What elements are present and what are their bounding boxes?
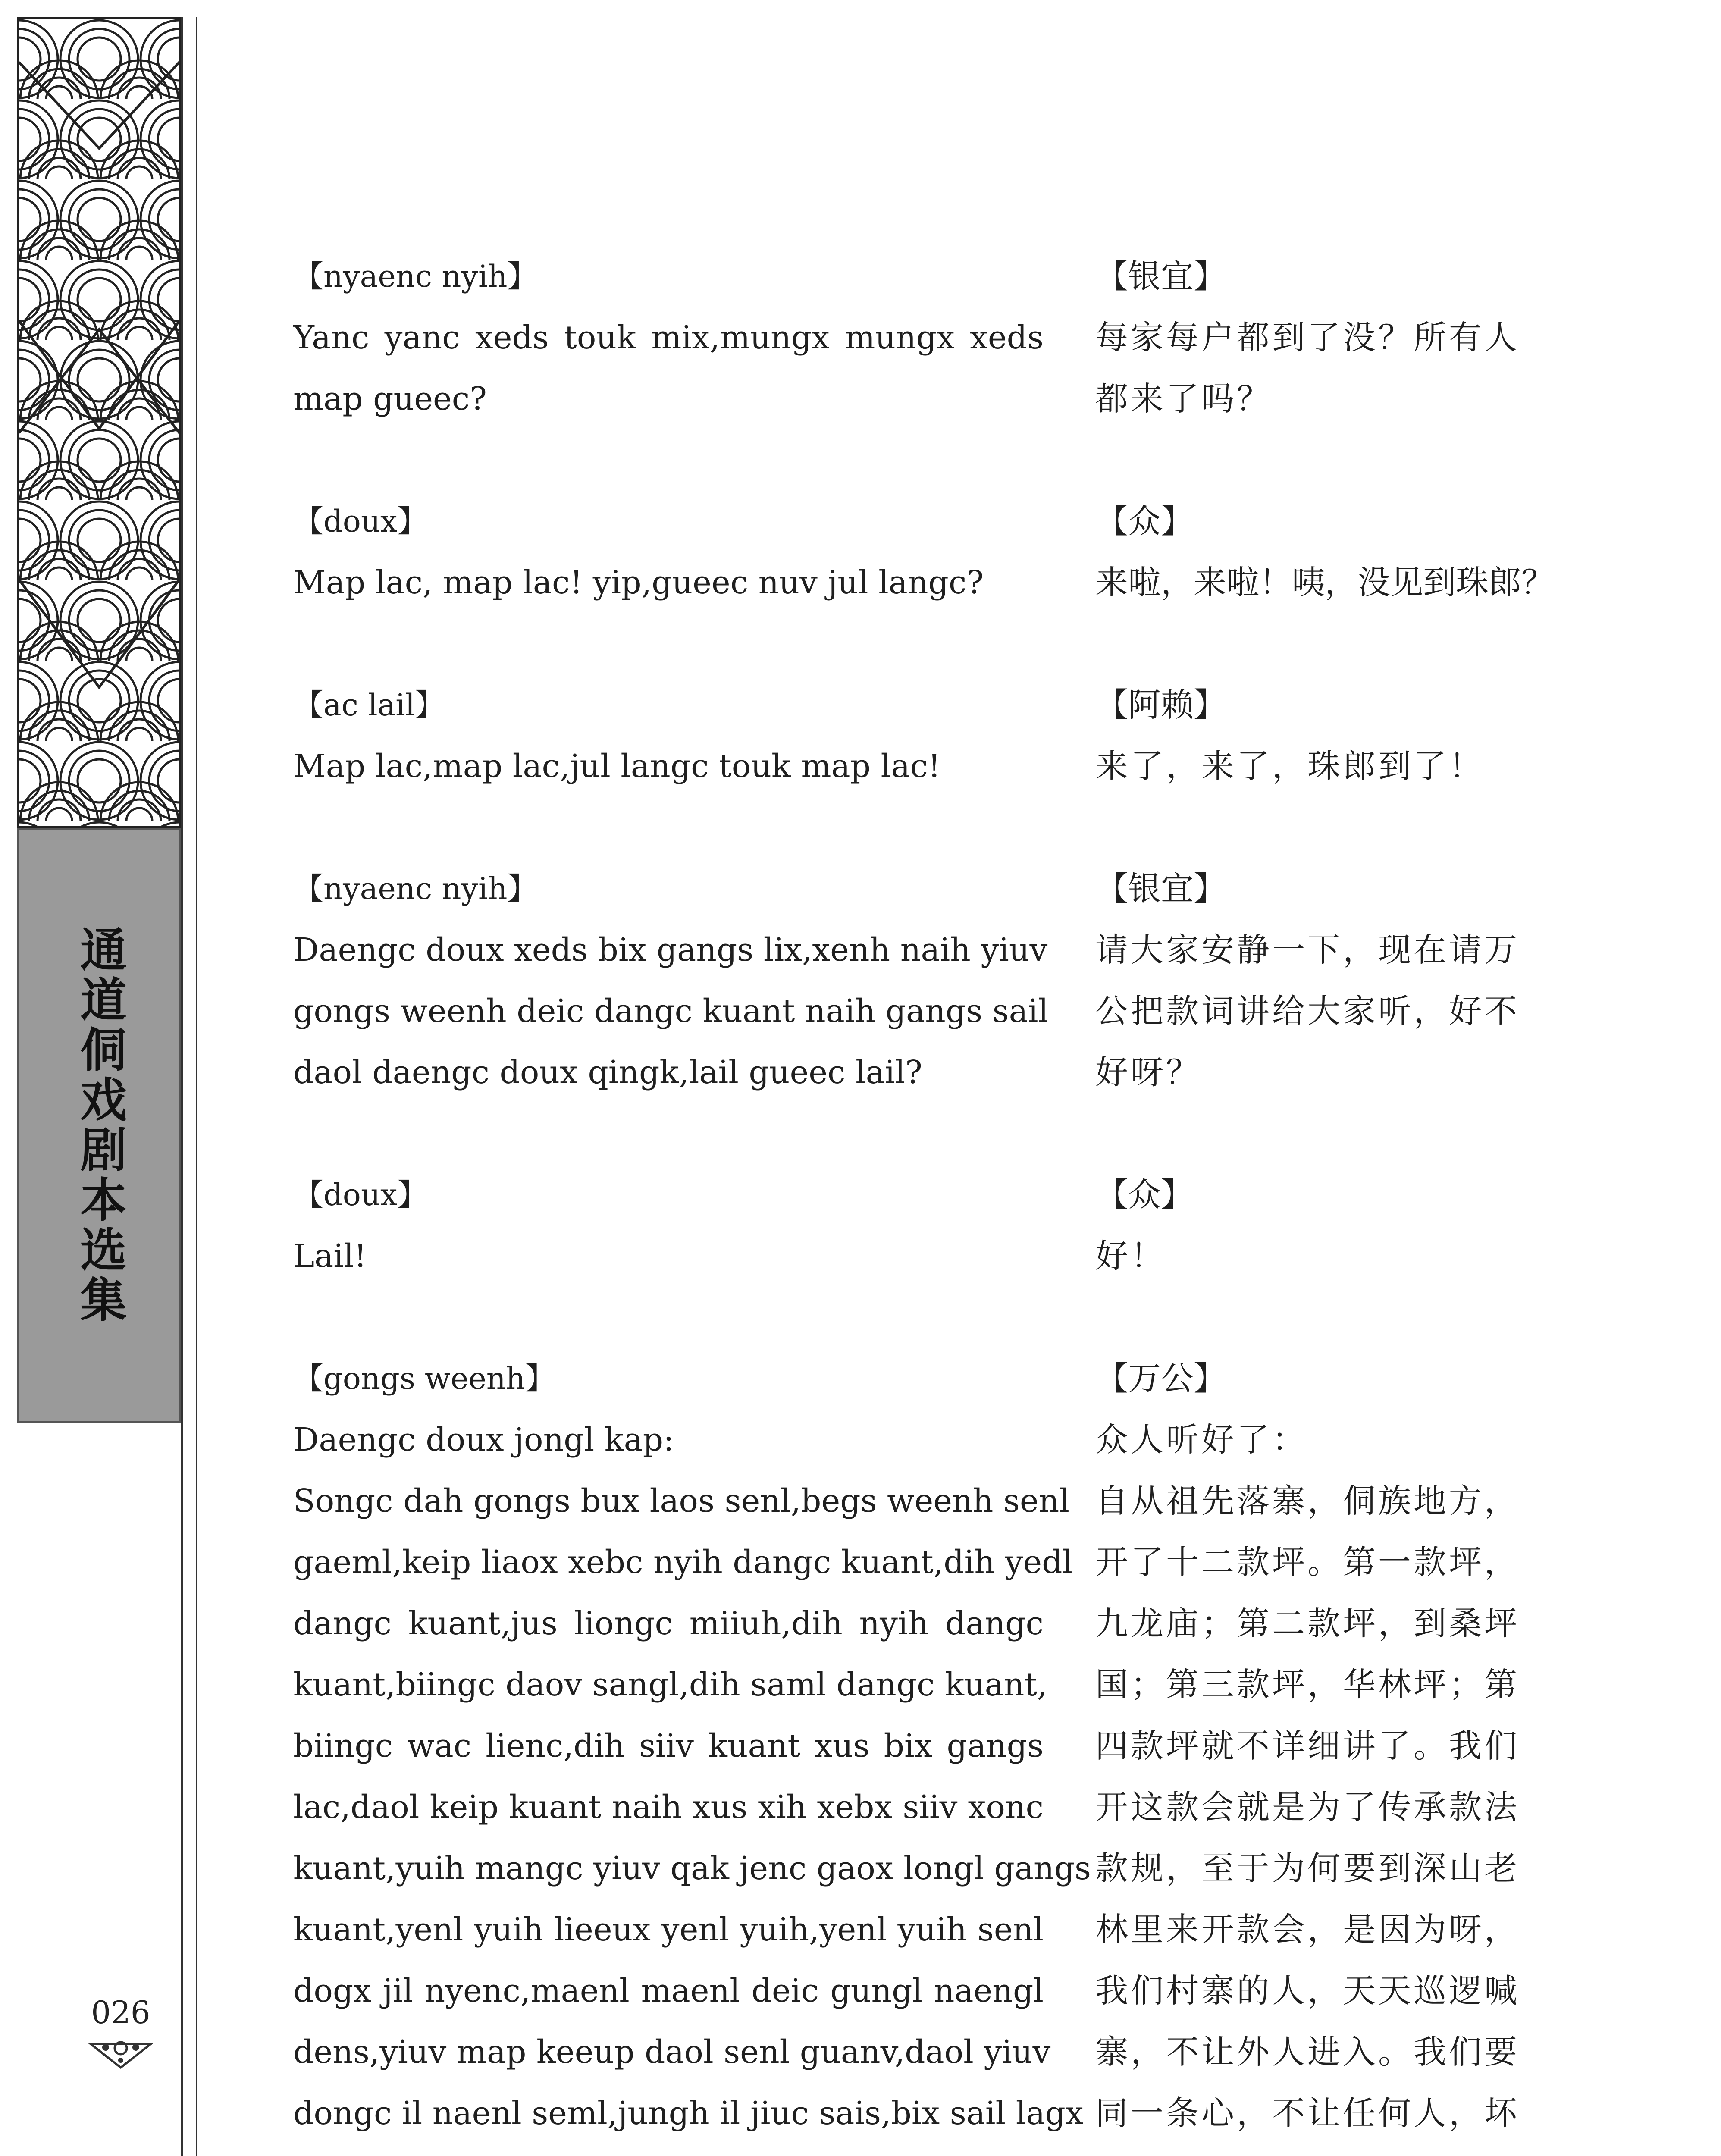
page-ornament [88,2035,153,2070]
dialogue-line: Daengc doux jongl kap: [293,1421,674,1458]
dialogue-line: 众人听好了： [1095,1420,1307,1459]
page-number: 026 [91,1994,150,2031]
dialogue-block [1095,491,1561,613]
dialogue-line: 自从祖先落寨，侗族地方， [1095,1482,1520,1520]
dialogue-line: daol daengc doux qingk,lail gueec lail? [293,1054,922,1091]
dialogue-line: 来了，来了，珠郎到了！ [1095,747,1484,785]
speaker-label: 【阿赖】 [1095,686,1226,724]
dialogue-line: 好呀？ [1095,1053,1201,1091]
dialogue-line: dens,yiuv map keeup daol senl guanv,daol yiuv [293,2034,1051,2071]
dialogue-line: 国；第三款坪，华林坪；第 [1095,1665,1520,1704]
dialogue-line: gaeml,keip liaox xebc nyih dangc kuant,dih yedl [293,1544,1073,1581]
dialogue-block [293,674,1044,797]
dialogue-line: 请大家安静一下，现在请万 [1095,931,1520,969]
dialogue-line: 来啦，来啦！咦，没见到珠郎？ [1095,563,1554,602]
dialogue-line: kuant,yuih mangc yiuv qak jenc gaox longl gangs [293,1850,1091,1887]
dialogue-line: 开这款会就是为了传承款法 [1095,1788,1520,1826]
speaker-label: 【nyaenc nyih】 [293,871,538,906]
speaker-label: 【ac lail】 [293,687,445,723]
dialogue-line: 好！ [1095,1237,1166,1275]
book-title-band [17,828,181,1423]
dialogue-line: kuant,yenl yuih lieeux yenl yuih,yenl yuih senl [293,1911,1044,1948]
speaker-label: 【众】 [1095,502,1194,540]
dialogue-block [293,858,1049,1103]
speaker-label: 【nyaenc nyih】 [293,259,538,294]
speaker-label: 【银宜】 [1095,869,1226,908]
dialogue-block [293,491,1044,613]
margin-rule-inner [196,17,197,2156]
dialogue-block [1095,1348,1561,2144]
dialogue-block [1095,246,1561,429]
dialogue-line: dogx jil nyenc,maenl maenl deic gungl naengl [293,1972,1044,2009]
dialogue-line: 四款坪就不详细讲了。我们 [1095,1727,1520,1765]
speaker-label: 【万公】 [1095,1359,1226,1398]
dialogue-line: Lail! [293,1238,367,1275]
chinese-text-column [1095,246,1561,2144]
dialogue-line: 我们村寨的人，天天巡逻喊 [1095,1971,1520,2010]
dialogue-line: kuant,biingc daov sangl,dih saml dangc kuant, [293,1666,1047,1703]
dialogue-line: 公把款词讲给大家听，好不 [1095,992,1520,1030]
dialogue-line: Map lac, map lac! yip,gueec nuv jul langc? [293,564,984,601]
dialogue-block [1095,674,1561,797]
dialogue-line: lac,daol keip kuant naih xus xih xebx siiv xonc [293,1789,1044,1826]
dialogue-line: 同一条心，不让任何人，坏 [1095,2094,1520,2132]
speaker-label: 【银宜】 [1095,257,1226,295]
dialogue-line: 都来了吗？ [1095,379,1272,418]
dialogue-line: 款规，至于为何要到深山老 [1095,1849,1520,1887]
dialogue-line: gongs weenh deic dangc kuant naih gangs sail [293,993,1049,1030]
dialogue-block [293,1348,1091,2144]
dialogue-line: Yanc yanc xeds touk mix,mungx mungx xeds [293,319,1044,356]
dialogue-line: 寨，不让外人进入。我们要 [1095,2033,1520,2071]
dialogue-block [293,246,1044,429]
dialogue-block [1095,858,1561,1103]
speaker-label: 【doux】 [293,504,428,539]
speaker-label: 【众】 [1095,1175,1194,1214]
dialogue-line: Songc dah gongs bux laos senl,begs weenh senl [293,1482,1069,1520]
dialogue-line: Daengc doux xeds bix gangs lix,xenh naih yiuv [293,931,1048,968]
dialogue-line: 每家每户都到了没？所有人 [1095,318,1520,357]
dialogue-line: 林里来开款会，是因为呀， [1095,1910,1520,1949]
speaker-label: 【doux】 [293,1177,428,1213]
dialogue-line: Map lac,map lac,jul langc touk map lac! [293,748,941,785]
book-title: 通道侗戏剧本选集 [72,925,126,1326]
dialogue-line: map gueec? [293,380,487,417]
speaker-label: 【gongs weenh】 [293,1361,555,1396]
decorative-cloud-pattern [17,17,181,828]
dialogue-line: 开了十二款坪。第一款坪， [1095,1543,1520,1581]
dialogue-block [1095,1164,1561,1287]
dialogue-line: dongc il naenl seml,jungh il jiuc sais,bix sail lagx [293,2095,1084,2132]
dialogue-line: dangc kuant,jus liongc miiuh,dih nyih dangc [293,1605,1044,1642]
margin-rule-outer [181,17,183,2156]
dialogue-block [293,1164,1044,1287]
dialogue-line: 九龙庙；第二款坪，到桑坪 [1095,1604,1520,1642]
dialogue-line: biingc wac lienc,dih siiv kuant xus bix gangs [293,1727,1044,1764]
dong-text-column [293,246,1091,2144]
